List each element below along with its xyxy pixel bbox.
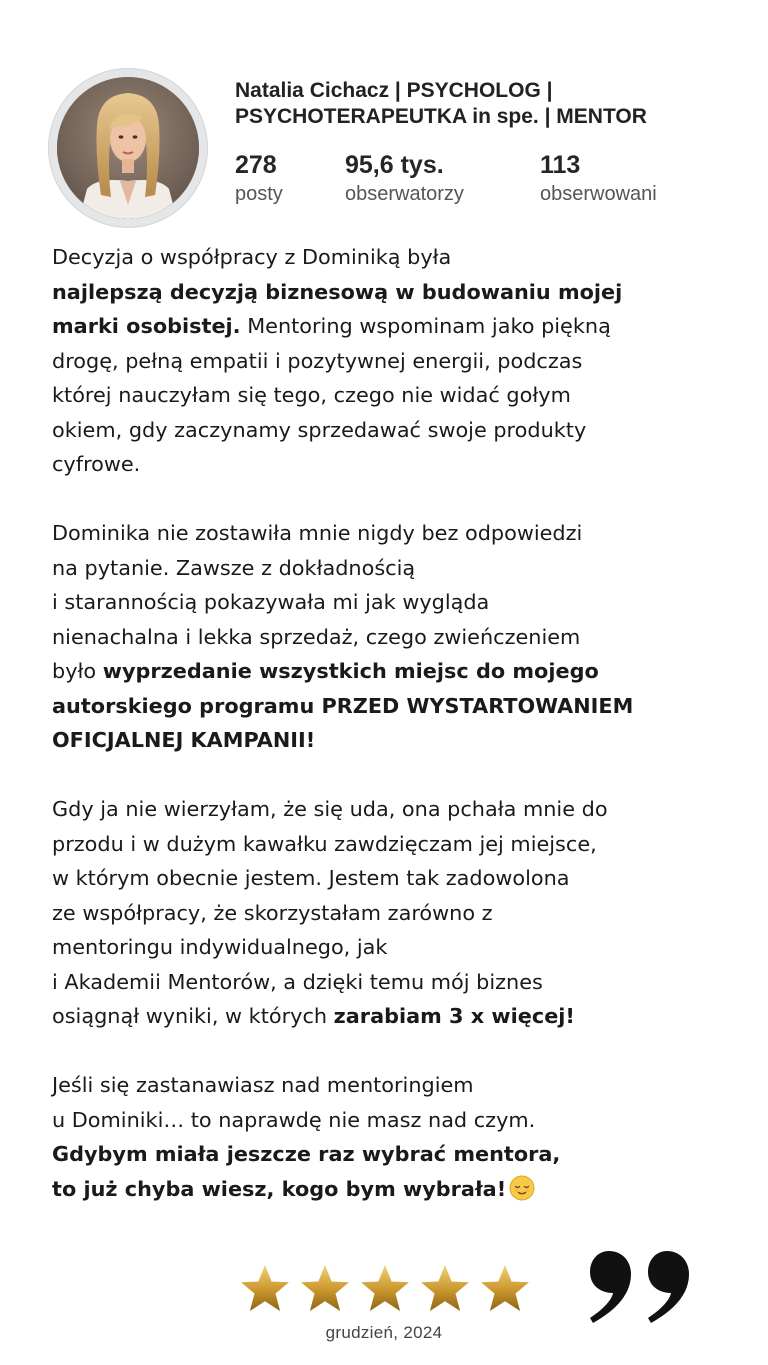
- stat-posts[interactable]: [235, 150, 283, 208]
- text-line: Decyzja o współpracy z Dominiką była: [52, 245, 452, 269]
- text-line: [52, 275, 742, 310]
- stat-following-label: obserwowani: [540, 183, 657, 205]
- profile-name[interactable]: Natalia Cichacz | PSYCHOLOG | PSYCHOTERAPEUTKA in spe. | MENTOR: [235, 79, 647, 128]
- text-line: i starannością pokazywała mi jak wygląda: [52, 590, 490, 614]
- text-line: ze współpracy, że skorzystałam zarówno z: [52, 900, 493, 925]
- text-segment: było: [52, 659, 103, 683]
- text-line: drogę, pełną empatii i pozytywnej energii, podczas: [52, 348, 583, 373]
- text-line: której nauczyłam się tego, czego nie widać gołym: [52, 383, 571, 407]
- bold-text: Gdybym miała jeszcze raz wybrać mentora,: [52, 1142, 561, 1166]
- text-line: u Dominiki… to naprawdę nie masz nad czym.: [52, 1107, 536, 1132]
- text-line: okiem, gdy zaczynamy sprzedawać swoje produkty: [52, 417, 587, 442]
- text-line: na pytanie. Zawsze z dokładnością: [52, 555, 416, 580]
- star-icon: [418, 1262, 472, 1316]
- text-segment: osiągnął wyniki, w których: [52, 1004, 334, 1028]
- text-line: Dominika nie zostawiła mnie nigdy bez odpowiedzi: [52, 521, 583, 545]
- profile-photo-avatar: [57, 77, 199, 219]
- star-rating: [238, 1262, 534, 1316]
- star-icon: [238, 1262, 292, 1316]
- testimonial-paragraph-3: [52, 792, 742, 1034]
- testimonial-text: [52, 240, 742, 1206]
- text-line: i Akademii Mentorów, a dzięki temu mój biznes: [52, 969, 543, 994]
- stat-followers[interactable]: [345, 150, 464, 208]
- text-line: [52, 1172, 742, 1207]
- stat-followers-value: 95,6 tys.: [345, 151, 444, 179]
- text-line: cyfrowe.: [52, 452, 141, 476]
- testimonial-paragraph-2: [52, 516, 742, 758]
- text-line: [52, 654, 742, 689]
- bold-text: OFICJALNEJ KAMPANII!: [52, 728, 316, 752]
- star-icon: [358, 1262, 412, 1316]
- bold-text: to już chyba wiesz, kogo bym wybrała!: [52, 1176, 507, 1201]
- bold-text: zarabiam 3 x więcej!: [333, 1004, 575, 1028]
- stat-following-value: 113: [540, 151, 581, 179]
- text-line: Jeśli się zastanawiasz nad mentoringiem: [52, 1073, 474, 1097]
- text-line: [52, 689, 742, 724]
- text-line: Gdy ja nie wierzyłam, że się uda, ona pchała mnie do: [52, 797, 608, 821]
- bold-text: marki osobistej.: [52, 314, 241, 338]
- bold-text: wyprzedanie wszystkich miejsc do mojego: [102, 659, 599, 683]
- profile-stats: [235, 150, 735, 210]
- testimonial-paragraph-4: [52, 1068, 742, 1206]
- stat-following[interactable]: [540, 150, 657, 208]
- stat-followers-label: obserwatorzy: [345, 183, 464, 205]
- relieved-face-emoji-icon: [509, 1175, 535, 1201]
- stat-posts-value: 278: [235, 151, 277, 179]
- text-line: przodu i w dużym kawałku zawdzięczam jej miejsce,: [52, 831, 597, 856]
- profile-header: [48, 68, 728, 228]
- testimonial-paragraph-1: [52, 240, 742, 482]
- star-icon: [478, 1262, 532, 1316]
- stat-posts-label: posty: [235, 183, 283, 205]
- bold-text: najlepszą decyzją biznesową w budowaniu mojej: [52, 279, 623, 304]
- avatar[interactable]: [57, 77, 199, 219]
- text-line: w którym obecnie jestem. Jestem tak zadowolona: [52, 866, 570, 890]
- text-line: [52, 1137, 742, 1172]
- text-line: [52, 999, 742, 1034]
- avatar-ring: [48, 68, 208, 228]
- review-date: grudzień, 2024: [325, 1323, 443, 1342]
- text-line: mentoringu indywidualnego, jak: [52, 935, 388, 959]
- text-line: nienachalna i lekka sprzedaż, czego zwieńczeniem: [52, 624, 581, 649]
- closing-quote-icon: [585, 1247, 695, 1327]
- text-line: [52, 723, 742, 758]
- star-icon: [298, 1262, 352, 1316]
- text-line: [52, 309, 742, 344]
- bold-text: autorskiego programu PRZED WYSTARTOWANIEM: [52, 693, 634, 718]
- text-segment: Mentoring wspominam jako piękną: [240, 314, 611, 338]
